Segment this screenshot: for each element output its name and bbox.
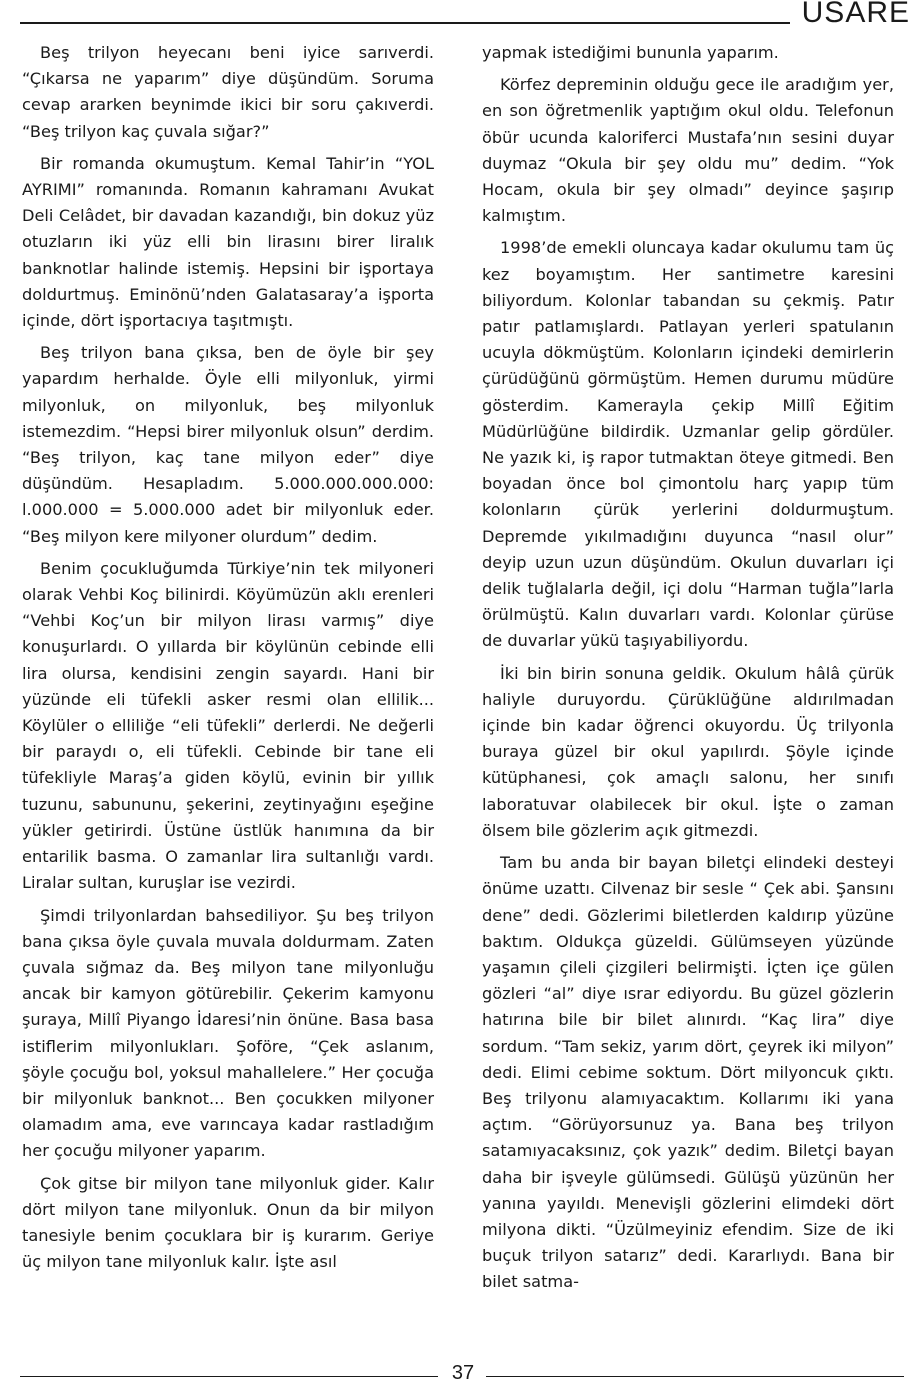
paragraph: Beş trilyon bana çıksa, ben de öyle bir şey yapardım herhalde. Öyle elli milyonluk, yirmi milyonluk, on milyonluk, beş milyonluk istemezdim. “Hepsi birer milyonluk olsun” derdim. “Beş trilyon, kaç tane milyon eder” diye düşündüm. Hesapladım. 5.000.000.000.000: l.000.000 = 5.000.000 adet bir milyonluk eder. “Beş milyon kere milyoner olurdum” dedim. — [22, 343, 434, 546]
paragraph-continuation: yapmak istediğimi bununla yaparım. — [482, 43, 779, 62]
paragraph: Tam bu anda bir bayan biletçi elindeki desteyi önüme uzattı. Cilvenaz bir sesle “ Çek abi. Şansını dene” dedi. Gözlerimi biletlerden kaldırıp yüzüne baktım. Oldukça güzeldi. Gülümseyen yüzünde yaşamın çileli çizgileri belirmişti. İçten içe gülen gözleri “al” diye ısrar ediyordu. Bu güzel gözlerin hatırına bile bir bilet alınırdı. “Kaç lira” diye sordum. “Tam sekiz, yarım dört, çeyrek iki milyon” dedi. Elimi cebime soktum. Dört milyoncuk çıktı. Beş trilyonu alamıyacaktım. Kollarımı iki yana açtım. “Görüyorsunuz ya. Bana beş trilyon satamıyacaksınız, çok yazık” dedim. Biletçi bayan daha bir işveyle gülümsedi. Gülüşü yüzünün her yanına yayıldı. Menevişli gözlerini elimdeki dört milyona dikti. “Üzülmeyiniz efendim. Size de iki buçuk trilyon satarız” dedi. Kararlıydı. Bana bir bilet satma- — [482, 853, 894, 1292]
page-number: 37 — [451, 1362, 475, 1384]
footer-rule-right — [486, 1376, 904, 1377]
paragraph: 1998’de emekli oluncaya kadar okulumu tam üç kez boyamıştım. Her santimetre karesini biliyordum. Kolonlar tabandan su çekmiş. Patır patır patlamışlardı. Patlayan yerleri spatulanın ucuyla dökmüştüm. Kolonların içindeki demirlerin çürüdüğünü görmüştüm. Hemen durumu müdüre gösterdim. Kamerayla çekip Millî Eğitim Müdürlüğüne bildirdik. Uzmanlar gelip gördüler. Ne yazık ki, iş rapor tutmaktan öteye gitmedi. Ben boyadan önce bol çimontolu harç yapıp tüm kolonların çürük yerlerini doldurmuştum. Depremde yıkılmadığını duyunca “nasıl olur” deyip uzun uzun düşündüm. Okulun duvarları içi delik tuğlalarla değil, içi dolu “Harman tuğla”larla örülmüştü. Kalın duvarları vardı. Kolonlar çürüse de duvarlar yükü taşıyabiliyordu. — [482, 238, 894, 651]
paragraph: Körfez depreminin olduğu gece ile aradığım yer, en son öğretmenlik yaptığım okul oldu. Telefonun öbür ucunda kaloriferci Mustafa’nın sesini duyar duymaz “Okula bir şey oldu mu” dedim. “Yok Hocam, okula bir şey olmadı” deyince şaşırıp kalmıştım. — [482, 75, 894, 226]
paragraph: Çok gitse bir milyon tane milyonluk gider. Kalır dört milyon tane milyonluk. Onun da bir milyon tanesiyle benim çocuklara bir iş kurarım. Geriye üç milyon tane milyonluk kalır. İşte asıl — [22, 1173, 434, 1272]
right-column — [482, 40, 894, 1302]
header-rule — [20, 22, 790, 24]
magazine-name: USARE — [801, 0, 910, 29]
paragraph: Beş trilyon heyecanı beni iyice sarıverdi. “Çıkarsa ne yaparım” diye düşündüm. Soruma cevap ararken beynimde ikici bir soru çakıverdi. “Beş trilyon kaç çuvala sığar?” — [22, 43, 434, 141]
paragraph: Bir romanda okumuştum. Kemal Tahir’in “YOL AYRIMI” romanında. Romanın kahramanı Avukat Deli Celâdet, bir davadan kazandığı, bin dokuz yüz otuzların iki yüz elli bin lirasını birer liralık banknotlar halinde istemiş. Hepsini bir işportaya doldurtmuş. Eminönü’nden Galatasaray’a işporta içinde, dört işportacıya taşıtmıştı. — [22, 153, 434, 331]
left-column — [22, 40, 434, 1281]
paragraph: Şimdi trilyonlardan bahsediliyor. Şu beş trilyon bana çıksa öyle çuvala muvala doldurmam. Zaten çuvala sığmaz da. Beş milyon tane milyonluğu ancak bir kamyon götürebilir. Çekerim kamyonu şuraya, Millî Piyango İdaresi’nin önüne. Basa basa istiflerim milyonlukları. Şoföre, “Çek aslanım, şöyle çocuğu bol, yoksul mahallelere.” Her çocuğa bir milyonluk banknot... Ben çocukken milyoner olamadım ama, eve varıncaya kadar rastladığım her çocuğu milyoner yaparım. — [22, 905, 434, 1161]
paragraph: Benim çocukluğumda Türkiye’nin tek milyoneri olarak Vehbi Koç bilinirdi. Köyümüzün aklı erenleri “Vehbi Koç’un bir milyon lirası varmış” diye konuşurlardı. O yıllarda bir köylünün cebinde elli lira olursa, kendisini zengin sayardı. Hani bir yüzünde eli tüfekli asker resmi olan ellilik... Köylüler o elliliğe “eli tüfekli” derlerdi. Ne değerli bir paraydı o, eli tüfekli. Cebinde bir tane eli tüfekliyle Maraş’a giden köylü, evinin bir yıllık tuzunu, sabununu, şekerini, zeytinyağını eşeğine yükler getirirdi. Üstüne üstlük hanımına da bir entarilik basma. O zamanlar lira sultanlığı vardı. Liralar sultan, kuruşlar ise vezirdi. — [22, 558, 434, 893]
paragraph: İki bin birin sonuna geldik. Okulum hâlâ çürük haliyle duruyordu. Çürüklüğüne aldırılmadan içinde bin kadar öğrenci okuyordu. Üç trilyonla buraya güzel bir okul yapılırdı. Şöyle içinde kütüphanesi, çok amaçlı salonu, her sınıfı laboratuvar olabilecek bir okul. İşte o zaman ölsem bile gözlerim açık gitmezdi. — [482, 663, 894, 840]
footer-rule-left — [20, 1376, 438, 1377]
